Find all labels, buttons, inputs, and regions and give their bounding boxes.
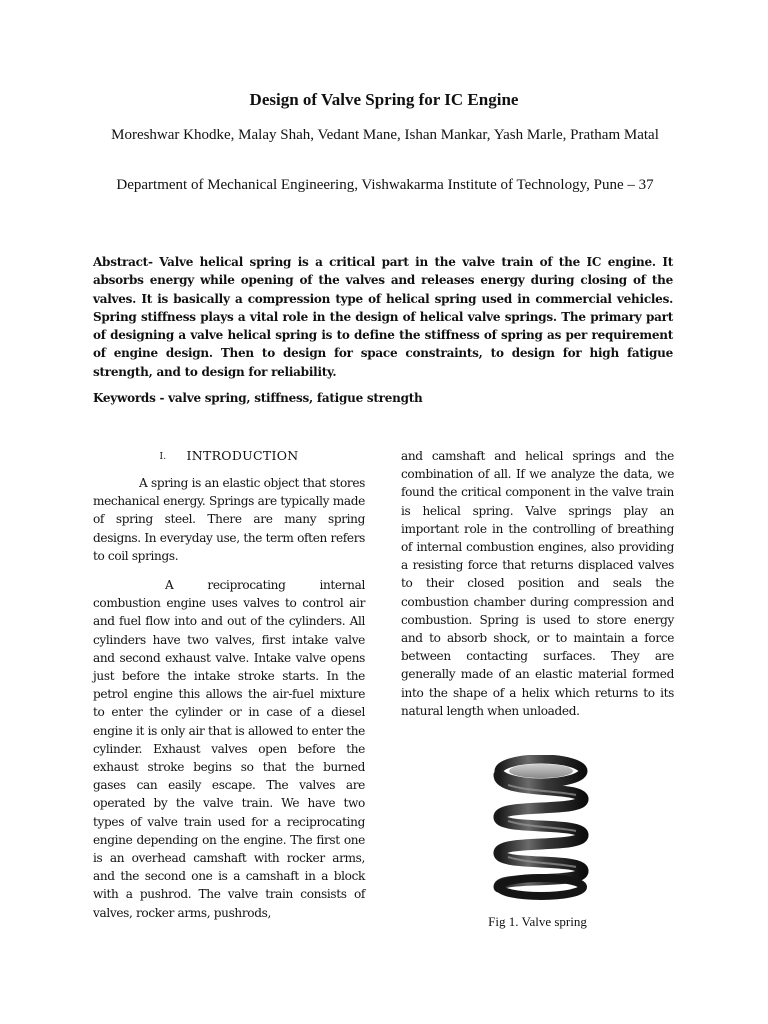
paper-department: Department of Mechanical Engineering, Vishwakarma Institute of Technology, Pune – 37 [116,177,654,193]
intro-paragraph-1: A spring is an elastic object that stores mechanical energy. Springs are typically made of spring steel. There are many spring designs. In everyday use, the term often refers to coil springs. [93,476,365,563]
intro-paragraph-3: and camshaft and helical springs and the combination of all. If we analyze the data, we found the critical component in the valve train is helical spring. Valve springs play an important role in the controlling of breathing of internal combustion engines, also providing a resisting force that returns displaced valves to their closed position and seals the combustion chamber during compression and combustion. Spring is used to store energy and to absorb shock, or to maintain a force between contacting surfaces. They are generally made of an elastic material formed into the shape of a helix which returns to its natural length when unloaded. [401,449,674,718]
section-heading [93,447,365,464]
right-column [401,447,674,720]
section-title: INTRODUCTION [186,448,299,463]
paper-title: Design of Valve Spring for IC Engine [249,90,519,109]
keywords: Keywords - valve spring, stiffness, fatigue strength [93,391,423,405]
section-number: I. [159,452,167,462]
valve-spring-image [486,755,596,900]
intro-paragraph-2: A reciprocating internal combustion engine uses valves to control air and fuel flow into and out of the cylinders. All cylinders have two valves, first intake valve and second exhaust valve. Intake valve opens just before the intake stroke starts. In the petrol engine this allows the air-fuel mixture to enter the cylinder or in case of a diesel engine it is only air that is allowed to enter the cylinder. Exhaust valves open before the exhaust stroke begins so that the burned gases can easily escape. The valves are operated by the valve train. We have two types of valve train used for a reciprocating engine depending on the engine. The first one is an overhead camshaft with rocker arms, and the second one is a camshaft in a block with a pushrod. The valve train consists of valves, rocker arms, pushrods, [93,578,365,920]
left-column [93,447,365,922]
paper-authors: Moreshwar Khodke, Malay Shah, Vedant Mane, Ishan Mankar, Yash Marle, Pratham Matal [111,127,659,143]
figure-caption: Fig 1. Valve spring [488,914,587,929]
abstract: Abstract- Valve helical spring is a critical part in the valve train of the IC engine. It absorbs energy while opening of the valves and releases energy during closing of the valves. It is basically a compression type of helical spring used in commercial vehicles. Spring stiffness plays a vital role in the design of helical valve springs. The primary part of designing a valve helical spring is to define the stiffness of spring as per requirement of engine design. Then to design for space constraints, to design for high fatigue strength, and to design for reliability. [93,255,673,379]
